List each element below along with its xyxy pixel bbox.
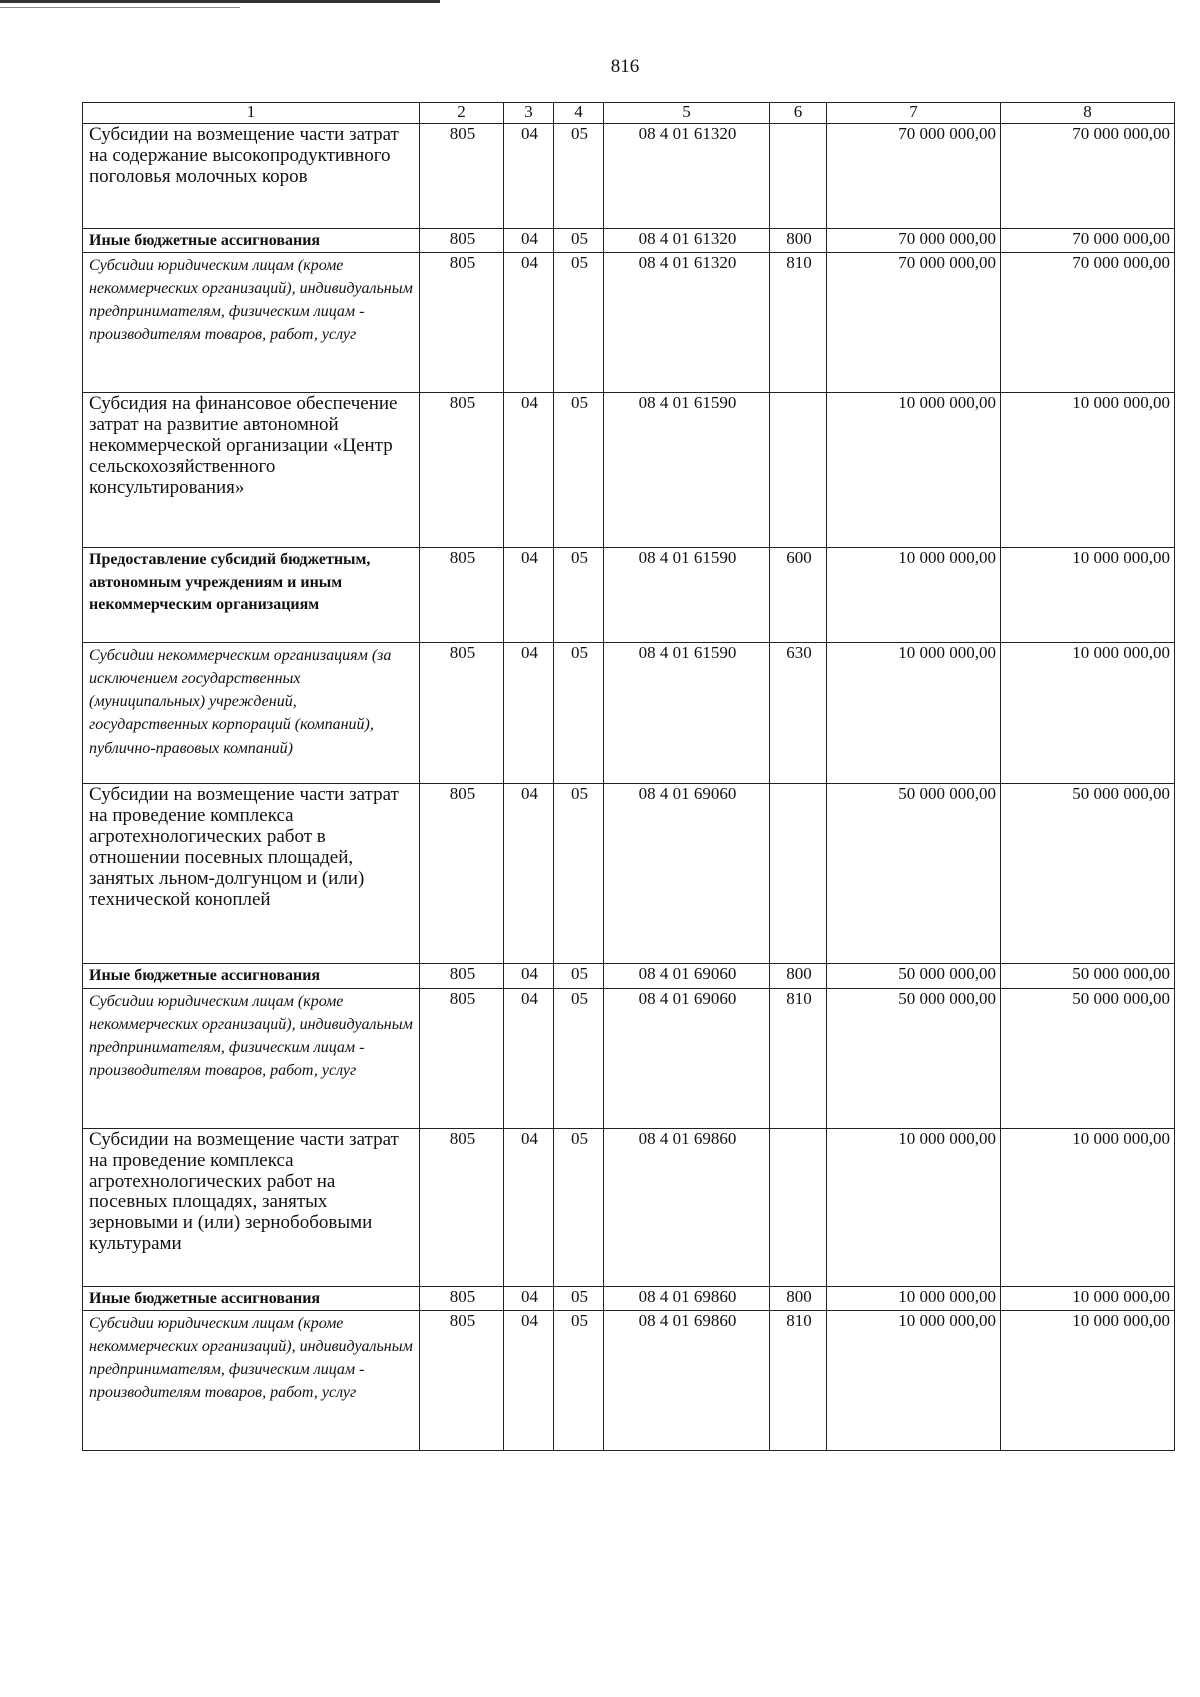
cell-amount-col7: 10 000 000,00	[827, 548, 1001, 643]
cell-expense-type	[770, 1128, 827, 1286]
table-row	[83, 988, 1175, 1128]
cell-ministry-code: 805	[420, 1286, 504, 1310]
cell-expense-type: 600	[770, 548, 827, 643]
row-name: Субсидии на возмещение части затрат на проведение комплекса агротехнологических работ в отношении посевных площадей, занятых льном-долгунцом и (или) технической коноплей	[83, 784, 420, 964]
table-row	[83, 964, 1175, 988]
cell-ministry-code: 805	[420, 229, 504, 253]
cell-amount-col8: 70 000 000,00	[1001, 229, 1175, 253]
cell-ministry-code: 805	[420, 1311, 504, 1451]
cell-ministry-code: 805	[420, 393, 504, 548]
cell-subsection: 05	[554, 393, 604, 548]
cell-ministry-code: 805	[420, 784, 504, 964]
cell-target-article: 08 4 01 61590	[604, 548, 770, 643]
cell-target-article: 08 4 01 69860	[604, 1286, 770, 1310]
cell-amount-col8: 10 000 000,00	[1001, 393, 1175, 548]
budget-table	[82, 102, 1175, 1451]
row-name: Иные бюджетные ассигнования	[83, 1286, 420, 1310]
cell-target-article: 08 4 01 61590	[604, 643, 770, 784]
cell-expense-type: 630	[770, 643, 827, 784]
cell-subsection: 05	[554, 124, 604, 229]
column-header: 8	[1001, 103, 1175, 124]
cell-subsection: 05	[554, 253, 604, 393]
table-row	[83, 643, 1175, 784]
cell-subsection: 05	[554, 1311, 604, 1451]
cell-expense-type: 810	[770, 1311, 827, 1451]
column-header: 4	[554, 103, 604, 124]
row-name: Субсидии некоммерческим организациям (за исключением государственных (муниципальных) учреждений, государственных корпораций (компаний), публично-правовых компаний)	[83, 643, 420, 784]
row-name: Иные бюджетные ассигнования	[83, 229, 420, 253]
cell-ministry-code: 805	[420, 964, 504, 988]
cell-expense-type: 800	[770, 229, 827, 253]
cell-amount-col7: 70 000 000,00	[827, 253, 1001, 393]
row-name: Предоставление субсидий бюджетным, автономным учреждениям и иным некоммерческим организациям	[83, 548, 420, 643]
cell-target-article: 08 4 01 61320	[604, 124, 770, 229]
cell-section: 04	[504, 784, 554, 964]
cell-amount-col8: 50 000 000,00	[1001, 964, 1175, 988]
row-name: Субсидии юридическим лицам (кроме некоммерческих организаций), индивидуальным предпринимателям, физическим лицам - производителям товаров, работ, услуг	[83, 253, 420, 393]
cell-target-article: 08 4 01 69860	[604, 1128, 770, 1286]
cell-amount-col8: 10 000 000,00	[1001, 548, 1175, 643]
cell-amount-col7: 10 000 000,00	[827, 643, 1001, 784]
page-number: 816	[610, 56, 640, 77]
cell-expense-type	[770, 784, 827, 964]
cell-subsection: 05	[554, 643, 604, 784]
cell-amount-col8: 10 000 000,00	[1001, 1311, 1175, 1451]
cell-section: 04	[504, 988, 554, 1128]
cell-amount-col7: 10 000 000,00	[827, 393, 1001, 548]
row-name: Иные бюджетные ассигнования	[83, 964, 420, 988]
row-name: Субсидия на финансовое обеспечение затрат на развитие автономной некоммерческой организации «Центр сельскохозяйственного консультирования»	[83, 393, 420, 548]
cell-section: 04	[504, 1311, 554, 1451]
cell-subsection: 05	[554, 229, 604, 253]
table-row	[83, 548, 1175, 643]
cell-amount-col8: 50 000 000,00	[1001, 784, 1175, 964]
cell-section: 04	[504, 548, 554, 643]
cell-section: 04	[504, 643, 554, 784]
table-row	[83, 1128, 1175, 1286]
cell-amount-col8: 70 000 000,00	[1001, 253, 1175, 393]
cell-subsection: 05	[554, 784, 604, 964]
cell-subsection: 05	[554, 988, 604, 1128]
cell-amount-col7: 10 000 000,00	[827, 1128, 1001, 1286]
cell-subsection: 05	[554, 548, 604, 643]
cell-amount-col7: 50 000 000,00	[827, 784, 1001, 964]
cell-section: 04	[504, 124, 554, 229]
cell-section: 04	[504, 229, 554, 253]
cell-amount-col7: 50 000 000,00	[827, 988, 1001, 1128]
cell-ministry-code: 805	[420, 988, 504, 1128]
cell-amount-col7: 50 000 000,00	[827, 964, 1001, 988]
column-header: 3	[504, 103, 554, 124]
cell-ministry-code: 805	[420, 643, 504, 784]
cell-amount-col7: 70 000 000,00	[827, 124, 1001, 229]
table-row	[83, 1311, 1175, 1451]
table-row	[83, 253, 1175, 393]
cell-subsection: 05	[554, 1128, 604, 1286]
table-row	[83, 784, 1175, 964]
cell-section: 04	[504, 1286, 554, 1310]
scan-edge-mark	[0, 7, 240, 8]
cell-section: 04	[504, 253, 554, 393]
table-row	[83, 393, 1175, 548]
table-row	[83, 124, 1175, 229]
row-name: Субсидии юридическим лицам (кроме некоммерческих организаций), индивидуальным предпринимателям, физическим лицам - производителям товаров, работ, услуг	[83, 988, 420, 1128]
column-header: 2	[420, 103, 504, 124]
column-header: 1	[83, 103, 420, 124]
cell-expense-type	[770, 393, 827, 548]
cell-amount-col8: 10 000 000,00	[1001, 1128, 1175, 1286]
table-row	[83, 229, 1175, 253]
cell-ministry-code: 805	[420, 124, 504, 229]
column-header: 6	[770, 103, 827, 124]
cell-target-article: 08 4 01 61320	[604, 253, 770, 393]
cell-expense-type: 800	[770, 964, 827, 988]
cell-section: 04	[504, 1128, 554, 1286]
cell-amount-col8: 50 000 000,00	[1001, 988, 1175, 1128]
cell-amount-col7: 10 000 000,00	[827, 1311, 1001, 1451]
cell-expense-type: 810	[770, 988, 827, 1128]
cell-ministry-code: 805	[420, 253, 504, 393]
cell-amount-col8: 10 000 000,00	[1001, 643, 1175, 784]
cell-amount-col7: 70 000 000,00	[827, 229, 1001, 253]
cell-expense-type	[770, 124, 827, 229]
cell-subsection: 05	[554, 964, 604, 988]
header-row	[83, 103, 1175, 124]
cell-expense-type: 810	[770, 253, 827, 393]
table-row	[83, 1286, 1175, 1310]
cell-section: 04	[504, 964, 554, 988]
cell-target-article: 08 4 01 69060	[604, 964, 770, 988]
cell-ministry-code: 805	[420, 548, 504, 643]
cell-ministry-code: 805	[420, 1128, 504, 1286]
cell-target-article: 08 4 01 69060	[604, 988, 770, 1128]
cell-target-article: 08 4 01 69860	[604, 1311, 770, 1451]
cell-amount-col8: 10 000 000,00	[1001, 1286, 1175, 1310]
column-header: 7	[827, 103, 1001, 124]
cell-target-article: 08 4 01 61590	[604, 393, 770, 548]
row-name: Субсидии на возмещение части затрат на содержание высокопродуктивного поголовья молочных коров	[83, 124, 420, 229]
scan-edge-mark	[0, 0, 440, 3]
cell-amount-col8: 70 000 000,00	[1001, 124, 1175, 229]
row-name: Субсидии на возмещение части затрат на проведение комплекса агротехнологических работ на посевных площадях, занятых зерновыми и (или) зернобобовыми культурами	[83, 1128, 420, 1286]
cell-subsection: 05	[554, 1286, 604, 1310]
column-header: 5	[604, 103, 770, 124]
cell-section: 04	[504, 393, 554, 548]
row-name: Субсидии юридическим лицам (кроме некоммерческих организаций), индивидуальным предпринимателям, физическим лицам - производителям товаров, работ, услуг	[83, 1311, 420, 1451]
cell-target-article: 08 4 01 61320	[604, 229, 770, 253]
cell-target-article: 08 4 01 69060	[604, 784, 770, 964]
cell-amount-col7: 10 000 000,00	[827, 1286, 1001, 1310]
cell-expense-type: 800	[770, 1286, 827, 1310]
